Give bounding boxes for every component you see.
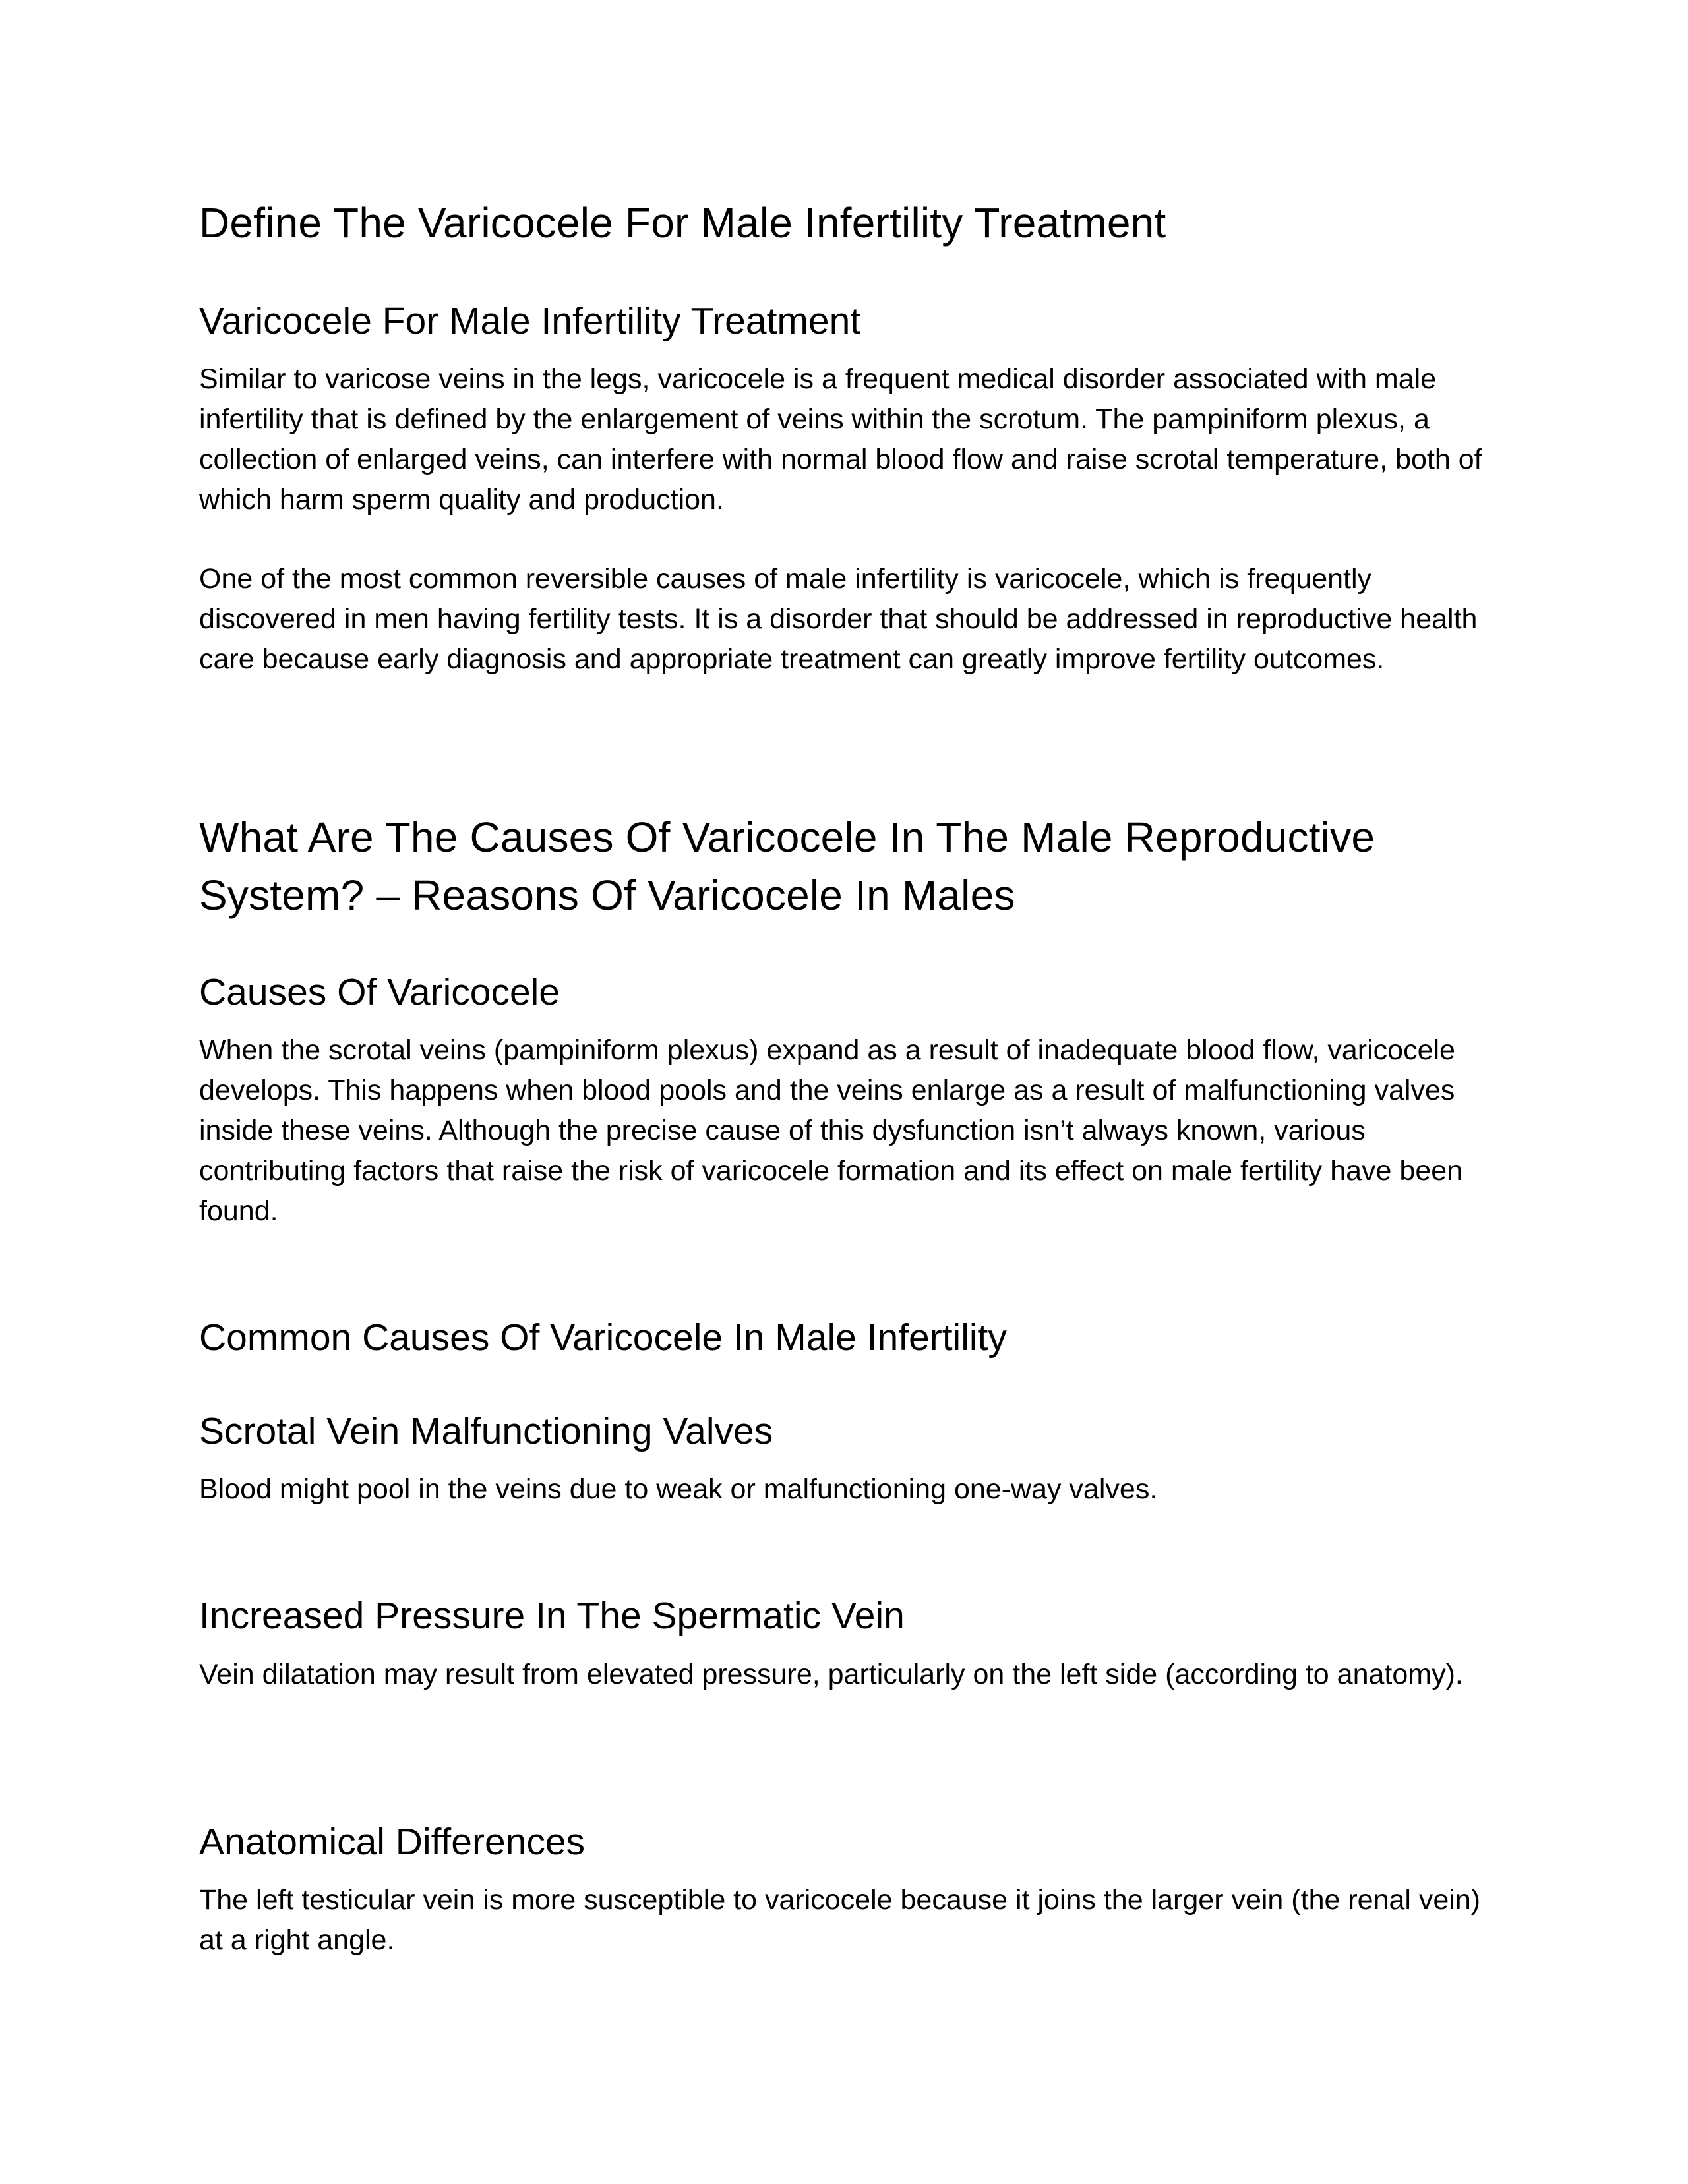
document-title: Define The Varicocele For Male Infertility Treatment — [199, 199, 1166, 247]
section-heading-varicocele-treatment: Varicocele For Male Infertility Treatment — [199, 300, 861, 342]
section-title-causes: What Are The Causes Of Varicocele In The Male Reproductive System? – Reasons Of Varicocele In Males — [199, 813, 1375, 919]
section-heading-causes-of-varicocele: Causes Of Varicocele — [199, 971, 560, 1013]
cause-text-malfunctioning-valves: Blood might pool in the veins due to weak or malfunctioning one-way valves. — [199, 1473, 1158, 1505]
paragraph-varicocele-definition: Similar to varicose veins in the legs, varicocele is a frequent medical disorder associated with male infertility that is defined by the enlargement of veins within the scrotum. The pampiniform plexus, a collection of enlarged veins, can interfere with normal blood flow and raise scrotal temperature, both of which harm sperm quality and production. — [199, 363, 1482, 516]
paragraph-causes-of-varicocele: When the scrotal veins (pampiniform plexus) expand as a result of inadequate blood flow, varicocele develops. This happens when blood pools and the veins enlarge as a result of malfunctioning valves inside these veins. Although the precise cause of this dysfunction isn’t always known, various contributing factors that raise the risk of varicocele formation and its effect on male fertility have been found. — [199, 1034, 1463, 1227]
paragraph-varicocele-reversible-cause: One of the most common reversible causes of male infertility is varicocele, which is frequently discovered in men having fertility tests. It is a disorder that should be addressed in reproductive health care because early diagnosis and appropriate treatment can greatly improve fertility outcomes. — [199, 563, 1478, 675]
cause-heading-anatomical-differences: Anatomical Differences — [199, 1821, 586, 1863]
cause-heading-malfunctioning-valves: Scrotal Vein Malfunctioning Valves — [199, 1410, 773, 1452]
cause-text-anatomical-differences: The left testicular vein is more susceptible to varicocele because it joins the larger vein (the renal vein) at a right angle. — [199, 1884, 1481, 1956]
cause-text-increased-pressure: Vein dilatation may result from elevated pressure, particularly on the left side (according to anatomy). — [199, 1659, 1463, 1690]
section-heading-common-causes: Common Causes Of Varicocele In Male Infertility — [199, 1316, 1007, 1359]
cause-heading-increased-pressure: Increased Pressure In The Spermatic Vein — [199, 1595, 905, 1637]
